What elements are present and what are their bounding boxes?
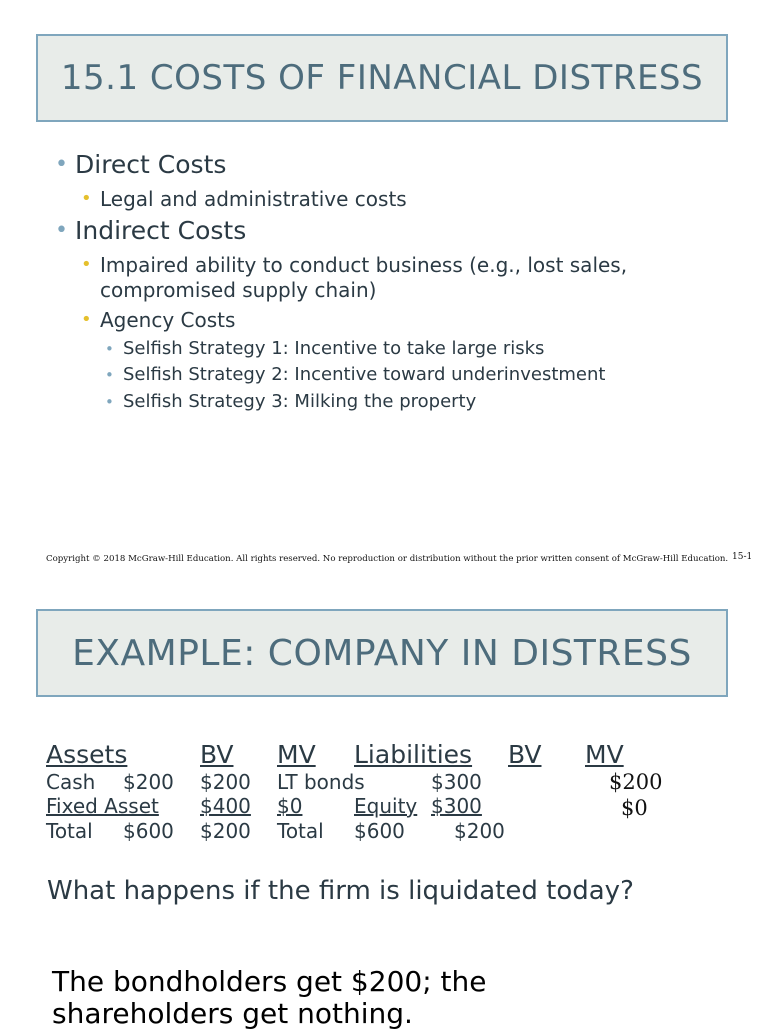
- bullet-text: Selfish Strategy 3: Milking the property: [123, 391, 477, 412]
- cell-mv: Total: [277, 819, 324, 843]
- cell-liability-bv: $200: [454, 819, 505, 843]
- page-number: 15-1: [732, 552, 753, 562]
- question-text: What happens if the firm is liquidated today?: [47, 876, 634, 906]
- cell-liability: $600: [354, 819, 405, 843]
- bullet-indirect-costs: [55, 216, 247, 245]
- bullet-agency-costs: [81, 308, 236, 332]
- cell-liability: Equity: [354, 794, 418, 818]
- bullet-selfish-3: [105, 391, 477, 412]
- bullet-text: Impaired ability to conduct business (e.g., lost sales,: [100, 253, 628, 277]
- header-bv: BV: [200, 740, 234, 769]
- header-bv-liabilities: BV: [508, 740, 542, 769]
- bullet-dot-icon: •: [55, 152, 68, 177]
- cell-liability-bv: $300: [431, 770, 482, 794]
- slide-title: 15.1 COSTS OF FINANCIAL DISTRESS: [36, 34, 728, 122]
- bullet-text: Agency Costs: [100, 308, 236, 332]
- slide-title: EXAMPLE: COMPANY IN DISTRESS: [36, 609, 728, 697]
- answer-line-2: shareholders get nothing.: [52, 997, 413, 1030]
- bullet-dot-icon: •: [105, 366, 114, 384]
- cell-asset: Fixed Asset: [46, 794, 159, 818]
- answer-line-1: The bondholders get $200; the: [52, 965, 487, 998]
- bullet-text: Selfish Strategy 1: Incentive to take large risks: [123, 338, 545, 359]
- header-assets: Assets: [46, 740, 128, 769]
- bullet-dot-icon: •: [55, 218, 68, 243]
- bullet-dot-icon: •: [81, 309, 92, 330]
- bullet-selfish-1: [105, 338, 545, 359]
- cell-asset: Cash: [46, 770, 96, 794]
- bullet-dot-icon: •: [81, 188, 92, 209]
- copyright-notice: Copyright © 2018 McGraw-Hill Education. All rights reserved. No reproduction or distribution without the prior written consent of McGraw-Hill Education.: [46, 554, 729, 564]
- bullet-selfish-2: [105, 364, 606, 385]
- cell-mv: $0: [277, 794, 303, 818]
- header-mv: MV: [277, 740, 316, 769]
- bullet-impaired-ability: [81, 253, 628, 277]
- bullet-text: Selfish Strategy 2: Incentive toward underinvestment: [123, 364, 606, 385]
- slide-company-in-distress: [0, 580, 768, 1030]
- bullet-dot-icon: •: [105, 393, 114, 411]
- cell-liability: LT bonds: [277, 770, 365, 794]
- bullet-text: Direct Costs: [75, 150, 227, 179]
- answer-text: [52, 966, 486, 1030]
- cell-bv: $200: [200, 819, 251, 843]
- bullet-text: compromised supply chain): [100, 278, 377, 302]
- cell-liability-mv: $200: [609, 770, 663, 794]
- bullet-direct-costs: [55, 150, 227, 179]
- bullet-dot-icon: •: [105, 340, 114, 358]
- cell-asset: Total: [46, 819, 93, 843]
- bullet-legal-costs: [81, 187, 407, 211]
- bullet-dot-icon: •: [81, 254, 92, 275]
- cell-bv: $200: [200, 770, 251, 794]
- cell-bv: $400: [200, 794, 251, 818]
- header-liabilities: Liabilities: [354, 740, 473, 769]
- bullet-text: Legal and administrative costs: [100, 187, 407, 211]
- bullet-text: Indirect Costs: [75, 216, 247, 245]
- cell-liability-bv: $300: [431, 794, 482, 818]
- cell-liability-mv: $0: [621, 796, 648, 820]
- cell-asset-value: $600: [123, 819, 174, 843]
- header-mv-liabilities: MV: [585, 740, 624, 769]
- bullet-impaired-ability-cont: [100, 278, 376, 302]
- cell-asset-value: $200: [123, 770, 174, 794]
